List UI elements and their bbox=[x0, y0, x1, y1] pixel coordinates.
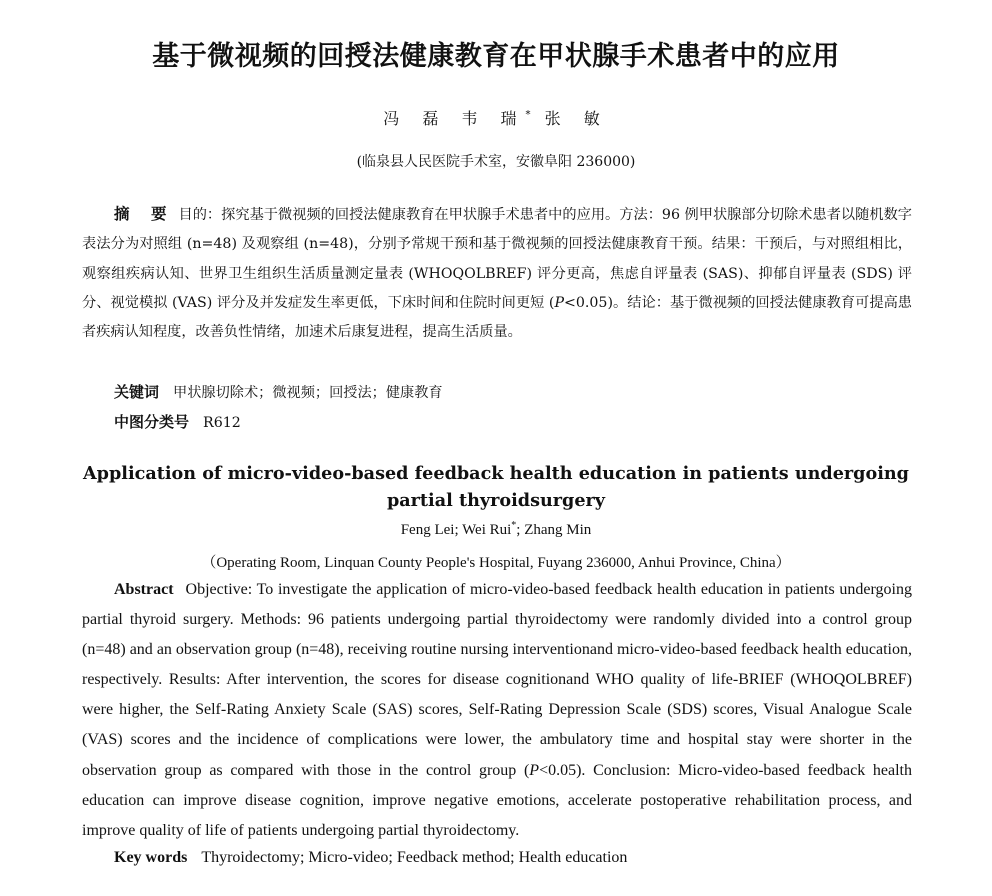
english-abstract bbox=[82, 575, 912, 846]
english-p-value-symbol: P bbox=[529, 761, 540, 779]
chinese-authors bbox=[0, 106, 992, 129]
chinese-title: 基于微视频的回授法健康教育在甲状腺手术患者中的应用 bbox=[152, 41, 840, 72]
classification-value: R612 bbox=[203, 415, 241, 431]
english-abstract-text: Objective: To investigate the application of micro-video-based feedback health education in patients undergoing partial thyroid surgery. Methods: 96 patients undergoing partial thyroidectomy were randomly divided into a control group (n=48) and an observation group (n=48), receiving routine nursing interventionand micro-video-based feedback health education, respectively. Results: After intervention, the scores for disease cognitionand WHO quality of life-BRIEF (WHOQOLBREF) were higher, the Self-Rating Anxiety Scale (SAS) scores, Self-Rating Depression Scale (SDS) scores, Visual Analogue Scale (VAS) scores and the incidence of complications were lower, the ambulatory time and hospital stay were shorter in the observation group as compared with those in the control group ( bbox=[82, 581, 912, 779]
chinese-abstract bbox=[82, 200, 912, 347]
corresponding-author-mark: * bbox=[525, 109, 531, 121]
chinese-abstract-label: 摘 要 bbox=[114, 205, 175, 223]
p-value-symbol: P bbox=[554, 294, 564, 311]
english-authors bbox=[0, 520, 992, 539]
chinese-keywords bbox=[114, 381, 443, 402]
english-affiliation: （Operating Room, Linquan County People's Hospital, Fuyang 236000, Anhui Province, China） bbox=[201, 555, 791, 571]
english-abstract-text-end: <0.05). Conclusion: Micro-video-based feedback health education can improve disease cognition, improve negative emotions, accelerate postoperative rehabilitation process, and improve quality of life of patients undergoing partial thyroidectomy. bbox=[82, 761, 912, 839]
chinese-author-names: 冯 磊 韦 瑞 bbox=[383, 109, 526, 128]
english-author-names: Feng Lei; Wei Rui bbox=[400, 522, 512, 538]
english-keywords-label: Key words bbox=[114, 849, 188, 866]
classification-label: 中图分类号 bbox=[114, 413, 190, 431]
english-abstract-label: Abstract bbox=[114, 581, 174, 598]
english-keywords-text: Thyroidectomy; Micro-video; Feedback method; Health education bbox=[201, 849, 628, 866]
english-title: Application of micro-video-based feedback health education in patients undergoing partial thyroidsurgery bbox=[83, 463, 909, 511]
english-author-names-rest: ; Zhang Min bbox=[516, 522, 592, 538]
chinese-abstract-text-end: <0.05)。结论：基于微视频的回授法健康教育可提高患者疾病认知程度，改善负性情绪，加速术后康复进程，提高生活质量。 bbox=[82, 294, 912, 341]
classification-number bbox=[114, 411, 241, 432]
chinese-keywords-label: 关键词 bbox=[114, 383, 160, 401]
chinese-affiliation: (临泉县人民医院手术室，安徽阜阳 236000) bbox=[356, 154, 636, 170]
chinese-author-names-rest: 张 敏 bbox=[544, 109, 609, 128]
english-corresponding-mark: * bbox=[511, 520, 517, 531]
chinese-keywords-text: 甲状腺切除术；微视频；回授法；健康教育 bbox=[173, 385, 443, 401]
english-keywords bbox=[114, 849, 627, 867]
chinese-abstract-text: 目的：探究基于微视频的回授法健康教育在甲状腺手术患者中的应用。方法：96 例甲状腺部分切除术患者以随机数字表法分为对照组 (n=48) 及观察组 (n=48)，分别予常规干预和基于微视频的回授法健康教育干预。结果：干预后，与对照组相比，观察组疾病认知、世界卫生组织生活质量测定量表 (WHOQOLBREF) 评分更高，焦虑自评量表 (SAS)、抑郁自评量表 (SDS) 评分、视觉模拟 (VAS) 评分及并发症发生率更低，下床时间和住院时间更短 ( bbox=[82, 207, 912, 311]
